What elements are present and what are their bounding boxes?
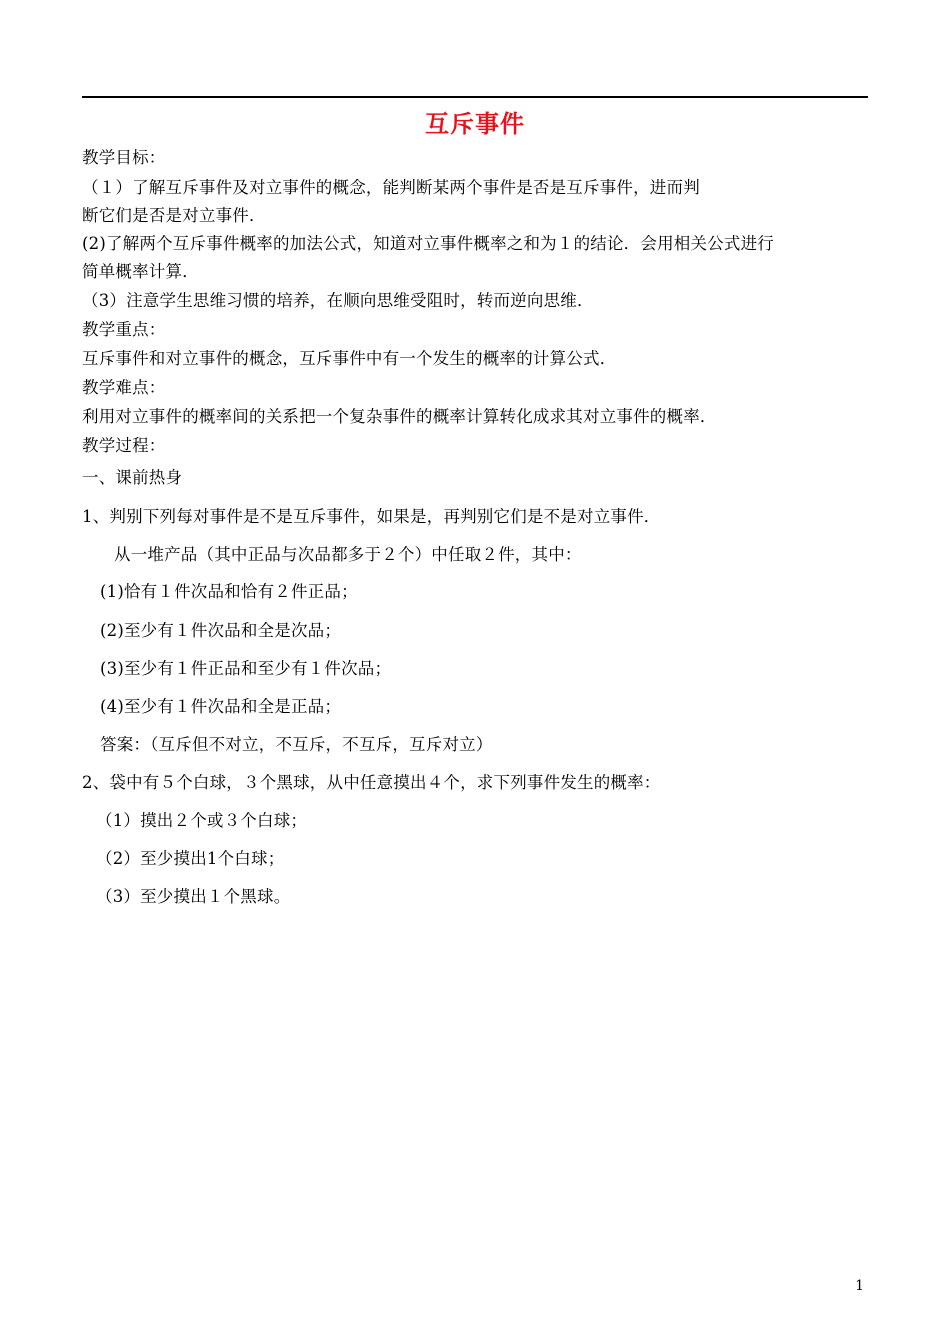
objective-1-line-1: （１）了解互斥事件及对立事件的概念，能判断某两个事件是否是互斥事件，进而判 <box>82 178 700 197</box>
question-2-item-3: （3）至少摸出１个黑球。 <box>96 887 291 906</box>
key-points-text: 互斥事件和对立事件的概念，互斥事件中有一个发生的概率的计算公式． <box>82 349 617 368</box>
question-1-setup: 从一堆产品（其中正品与次品都多于２个）中任取２件，其中： <box>114 545 582 564</box>
section-heading-key-points: 教学重点： <box>82 320 166 339</box>
section-heading-process: 教学过程： <box>82 436 166 455</box>
objective-1-line-2: 断它们是否是对立事件． <box>82 206 266 225</box>
difficulties-text: 利用对立事件的概率间的关系把一个复杂事件的概率计算转化成求其对立事件的概率． <box>82 407 717 426</box>
question-2: 2、袋中有５个白球，３个黑球，从中任意摸出４个，求下列事件发生的概率： <box>82 773 661 792</box>
question-2-item-2: （2）至少摸出1个白球； <box>96 849 285 868</box>
question-1-item-1: (1)恰有１件次品和恰有２件正品； <box>100 582 358 601</box>
question-1-item-2: (2)至少有１件次品和全是次品； <box>100 621 342 640</box>
question-1-answer: 答案：（互斥但不对立，不互斥，不互斥，互斥对立） <box>100 735 493 754</box>
question-1-item-3: (3)至少有１件正品和至少有１件次品； <box>100 659 392 678</box>
part-one-heading: 一、课前热身 <box>82 468 183 487</box>
page-number: 1 <box>855 1278 864 1294</box>
section-heading-difficulties: 教学难点： <box>82 378 166 397</box>
objective-3: （3）注意学生思维习惯的培养，在顺向思维受阻时，转而逆向思维． <box>82 291 594 310</box>
section-heading-objectives: 教学目标： <box>82 148 166 167</box>
question-2-item-1: （1）摸出２个或３个白球； <box>96 811 308 830</box>
document-title: 互斥事件 <box>425 109 525 138</box>
question-1-item-4: (4)至少有１件次品和全是正品； <box>100 697 342 716</box>
question-1: 1、判别下列每对事件是不是互斥事件，如果是，再判别它们是不是对立事件． <box>82 507 661 526</box>
objective-2-line-2: 简单概率计算． <box>82 262 199 281</box>
objective-2-line-1: (2)了解两个互斥事件概率的加法公式，知道对立事件概率之和为１的结论．会用相关公式进行 <box>82 234 774 253</box>
header-rule <box>82 96 868 98</box>
